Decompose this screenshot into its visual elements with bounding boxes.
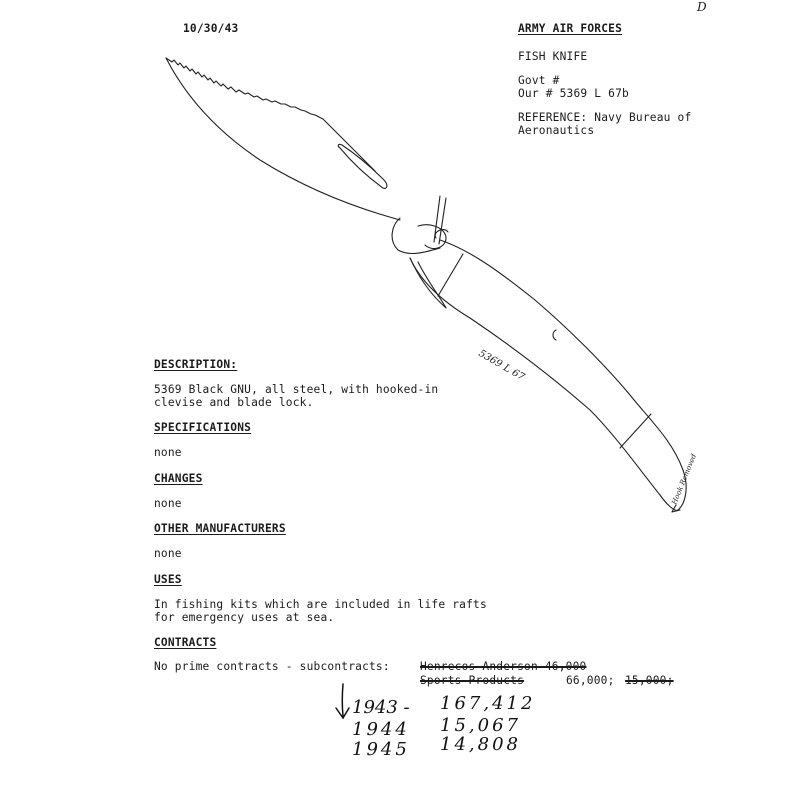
description-line-2: clevise and blade lock. bbox=[154, 396, 314, 409]
hand-amount-1945: 14,808 bbox=[440, 734, 521, 755]
hand-amount-1943: 167,412 bbox=[440, 693, 536, 714]
govt-number: Govt # bbox=[518, 74, 560, 87]
handle-upper-edge bbox=[440, 240, 686, 510]
specifications-value: none bbox=[154, 446, 182, 459]
handle-lower-edge bbox=[410, 258, 678, 510]
description-heading: DESCRIPTION: bbox=[154, 358, 238, 371]
item-name: FISH KNIFE bbox=[518, 50, 588, 63]
handwritten-arrow bbox=[333, 682, 353, 722]
changes-value: none bbox=[154, 497, 182, 510]
reference-line-1: REFERENCE: Navy Bureau of bbox=[518, 111, 692, 124]
contracts-heading: CONTRACTS bbox=[154, 636, 217, 649]
corner-mark: D bbox=[697, 0, 707, 14]
contracts-struck-2: Sports Products bbox=[420, 674, 525, 687]
org-heading: ARMY AIR FORCES bbox=[518, 22, 623, 35]
changes-heading: CHANGES bbox=[154, 472, 203, 485]
specifications-heading: SPECIFICATIONS bbox=[154, 421, 252, 434]
our-number: Our # 5369 L 67b bbox=[518, 87, 629, 100]
hand-year-1944: 1944 bbox=[352, 719, 410, 740]
uses-line-2: for emergency uses at sea. bbox=[154, 611, 335, 624]
blade-slot bbox=[338, 144, 387, 188]
drawing-annotation-number: 5369 L 67 bbox=[476, 348, 527, 384]
contracts-struck-3: 66,000; bbox=[566, 674, 615, 687]
hand-year-1943: 1943 - bbox=[352, 697, 410, 718]
blade-serrated-edge bbox=[166, 58, 375, 171]
hook-line bbox=[410, 258, 446, 308]
other-manufacturers-value: none bbox=[154, 547, 182, 560]
blade-lower-edge bbox=[166, 58, 400, 220]
contracts-struck-1: Henrecos Anderson 46,000 bbox=[420, 660, 587, 673]
contracts-struck-4: 15,000; bbox=[625, 674, 674, 687]
drawing-annotation-hook: Hook Removed bbox=[670, 452, 699, 506]
document-date: 10/30/43 bbox=[183, 22, 239, 35]
handle-band-upper bbox=[438, 254, 463, 296]
contracts-line-1: No prime contracts - subcontracts: bbox=[154, 660, 390, 673]
handle-band-lower bbox=[620, 414, 651, 448]
hand-year-1945: 1945 bbox=[352, 739, 410, 760]
uses-heading: USES bbox=[154, 573, 182, 586]
hand-amount-1944: 15,067 bbox=[440, 715, 521, 736]
uses-line-1: In fishing kits which are included in life rafts bbox=[154, 598, 487, 611]
other-manufacturers-heading: OTHER MANUFACTURERS bbox=[154, 522, 286, 535]
description-line-1: 5369 Black GNU, all steel, with hooked-in bbox=[154, 383, 439, 396]
reference-line-2: Aeronautics bbox=[518, 124, 595, 137]
